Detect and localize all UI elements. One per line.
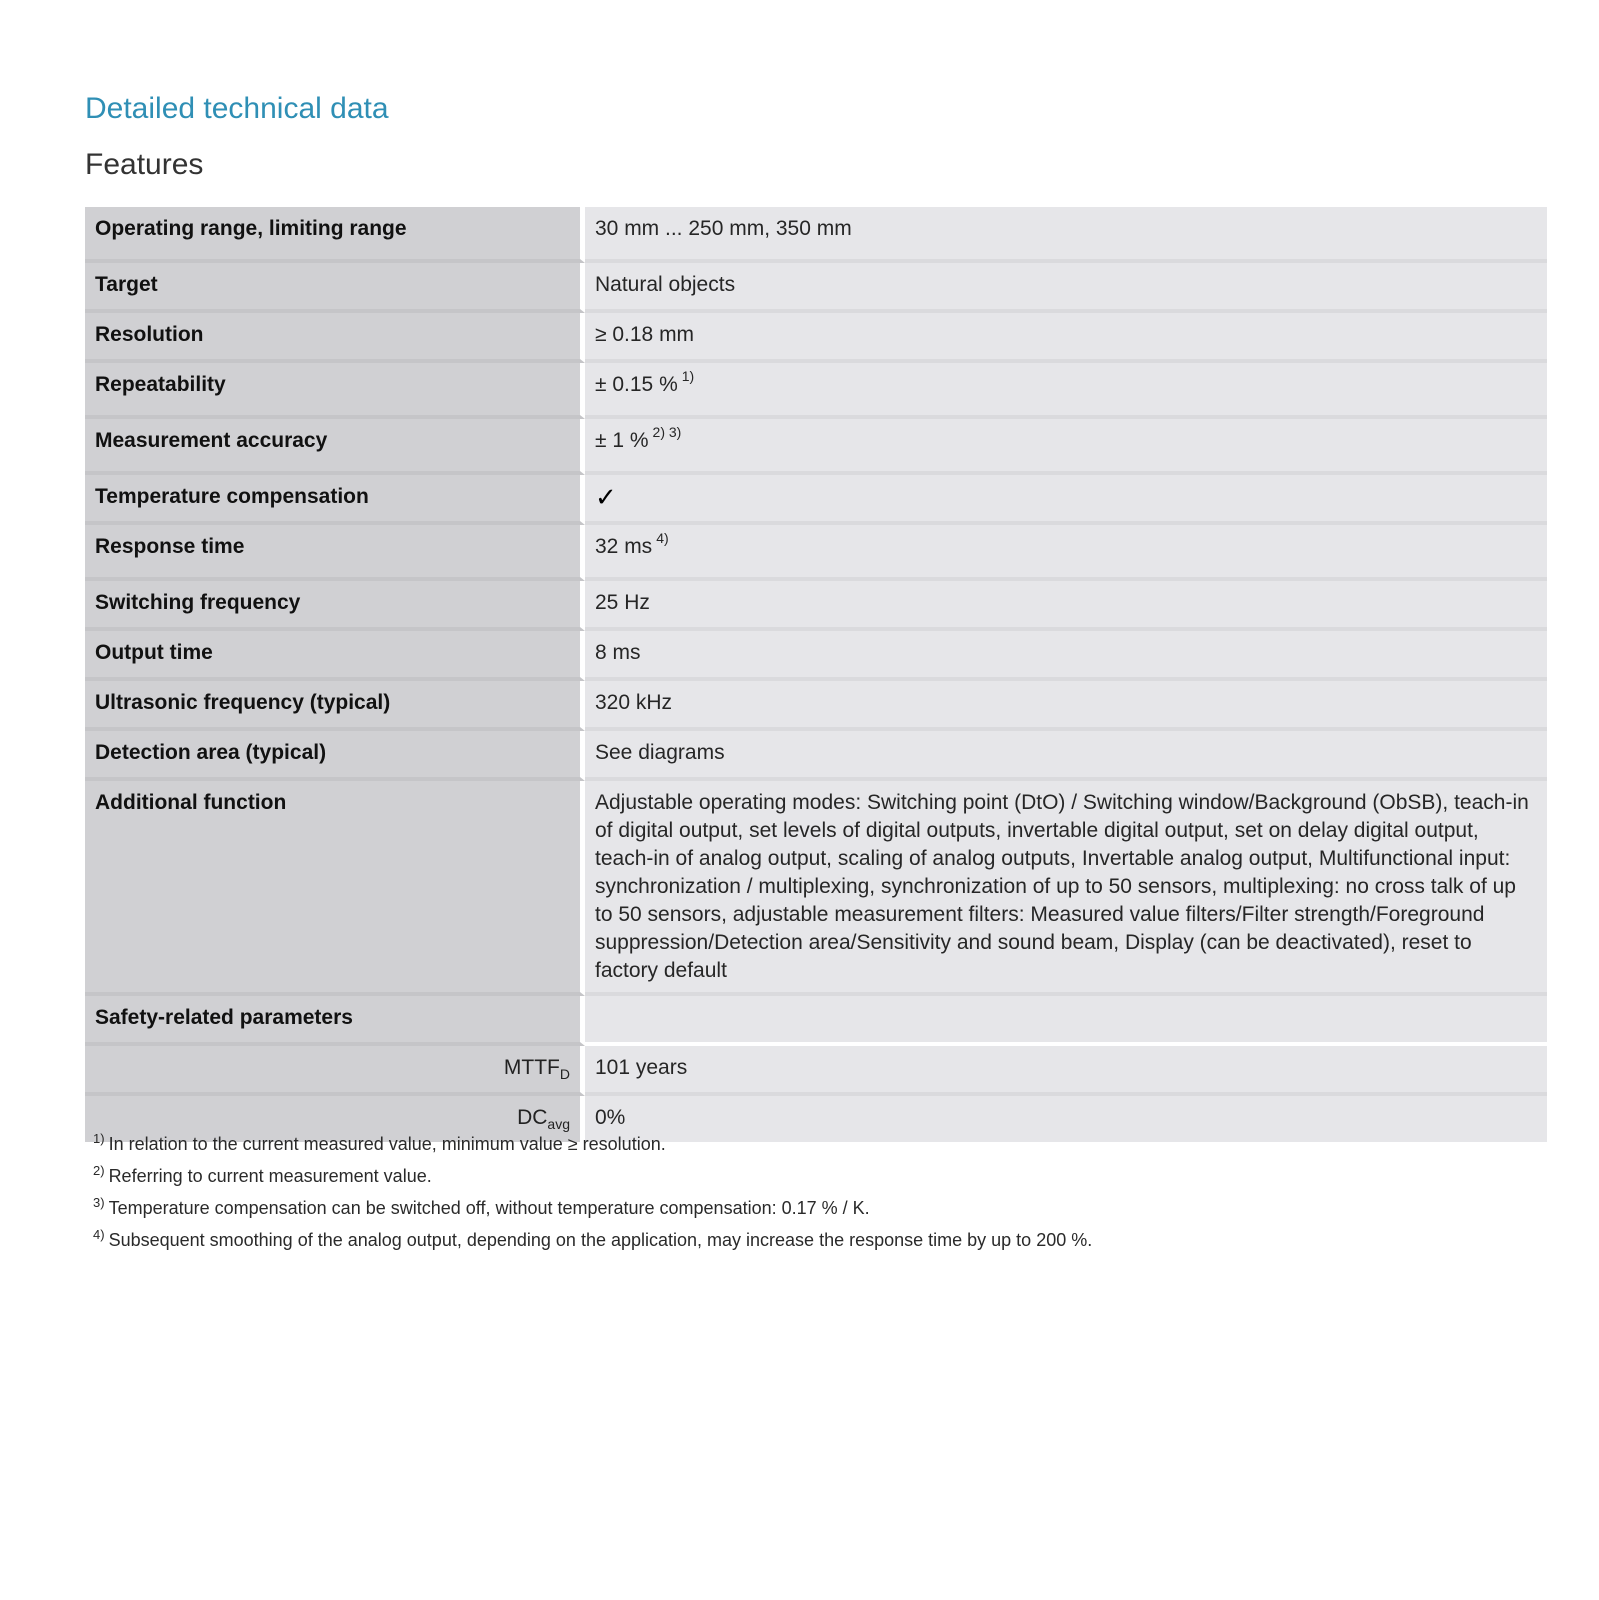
value-text: Natural objects xyxy=(595,273,736,296)
table-row xyxy=(85,631,1547,681)
table-row xyxy=(85,207,1547,263)
mttf-label: $MTTF_D$ xyxy=(85,1046,585,1096)
row-value xyxy=(585,263,1547,313)
row-value xyxy=(585,207,1547,263)
row-label: Output time xyxy=(85,631,585,681)
footnote: $^{2)}$ Referring to current measurement value. xyxy=(93,1163,432,1186)
mttf-value: 101 years xyxy=(585,1046,1547,1096)
dc-value: 0% xyxy=(585,1096,1547,1142)
row-value xyxy=(585,363,1547,419)
value-text: ± 0.15 % xyxy=(595,373,678,396)
table-row xyxy=(85,475,1547,525)
value-text: 30 mm ... 250 mm, 350 mm xyxy=(595,217,852,240)
row-label: Operating range, limiting range xyxy=(85,207,585,263)
footnotes xyxy=(93,1128,1493,1256)
value-text: 8 ms xyxy=(595,641,641,664)
row-label: Detection area (typical) xyxy=(85,731,585,781)
footnote-ref: 4) xyxy=(656,530,669,546)
table-row xyxy=(85,731,1547,781)
row-value xyxy=(585,475,1547,525)
table-row xyxy=(85,581,1547,631)
row-label: Target xyxy=(85,263,585,313)
row-value xyxy=(585,731,1547,781)
checkmark-icon: ✓ xyxy=(595,482,617,512)
row-value xyxy=(585,419,1547,475)
value-text: Adjustable operating modes: Switching point (DtO) / Switching window/Background (ObSB), teach-in of digital output, set levels of digital outputs, invertable digital output, set on delay digital output, teach-in of analog output, scaling of analog outputs, Invertable analog output, Multifunctional input: synchronization / multiplexing, synchronization of up to 50 sensors, multiplexing: no cross talk of up to 50 sensors, adjustable measurement filters: Measured value filters/Filter strength/Foreground suppression/Detection area/Sensitivity and sound beam, Display (can be deactivated), reset to factory default xyxy=(595,791,1529,982)
dc-label: $DC_{avg}$ xyxy=(85,1096,585,1142)
footnote-ref: 1) xyxy=(681,368,695,384)
row-label: Safety-related parameters xyxy=(85,996,585,1046)
row-label: Temperature compensation xyxy=(85,475,585,525)
row-value xyxy=(585,681,1547,731)
value-text: See diagrams xyxy=(595,741,725,764)
row-label: Additional function xyxy=(85,781,585,996)
page-title: Detailed technical data xyxy=(85,92,389,125)
footnote: $^{1)}$ In relation to the current measured value, minimum value ≥ resolution. xyxy=(93,1131,666,1154)
table-row-safety xyxy=(85,996,1547,1046)
row-label: Resolution xyxy=(85,313,585,363)
row-value xyxy=(585,313,1547,363)
table-row xyxy=(85,681,1547,731)
footnote: $^{3)}$ Temperature compensation can be switched off, without temperature compensation: 0.17 % / K. xyxy=(93,1195,870,1218)
table-row-mttf xyxy=(85,1046,1547,1096)
footnote: $^{4)}$ Subsequent smoothing of the analog output, depending on the application, may increase the response time by up to 200 %. xyxy=(93,1227,1093,1250)
row-value-empty xyxy=(585,996,1547,1046)
table-row xyxy=(85,781,1547,996)
value-text: 320 kHz xyxy=(595,691,673,714)
table-row xyxy=(85,263,1547,313)
row-label: Ultrasonic frequency (typical) xyxy=(85,681,585,731)
features-table xyxy=(85,207,1547,1142)
table-row xyxy=(85,419,1547,475)
table-row xyxy=(85,525,1547,581)
value-text: ± 1 % xyxy=(595,429,649,452)
row-value xyxy=(585,631,1547,681)
row-label: Switching frequency xyxy=(85,581,585,631)
section-title: Features xyxy=(85,148,204,181)
footnote-ref: 2) 3) xyxy=(652,424,682,440)
table-row xyxy=(85,363,1547,419)
row-label: Repeatability xyxy=(85,363,585,419)
row-value xyxy=(585,781,1547,996)
value-text: 32 ms xyxy=(595,535,653,558)
value-text: ≥ 0.18 mm xyxy=(595,323,695,346)
row-value xyxy=(585,525,1547,581)
row-value xyxy=(585,581,1547,631)
row-label: Response time xyxy=(85,525,585,581)
row-label: Measurement accuracy xyxy=(85,419,585,475)
table-row xyxy=(85,313,1547,363)
value-text: 25 Hz xyxy=(595,591,650,614)
